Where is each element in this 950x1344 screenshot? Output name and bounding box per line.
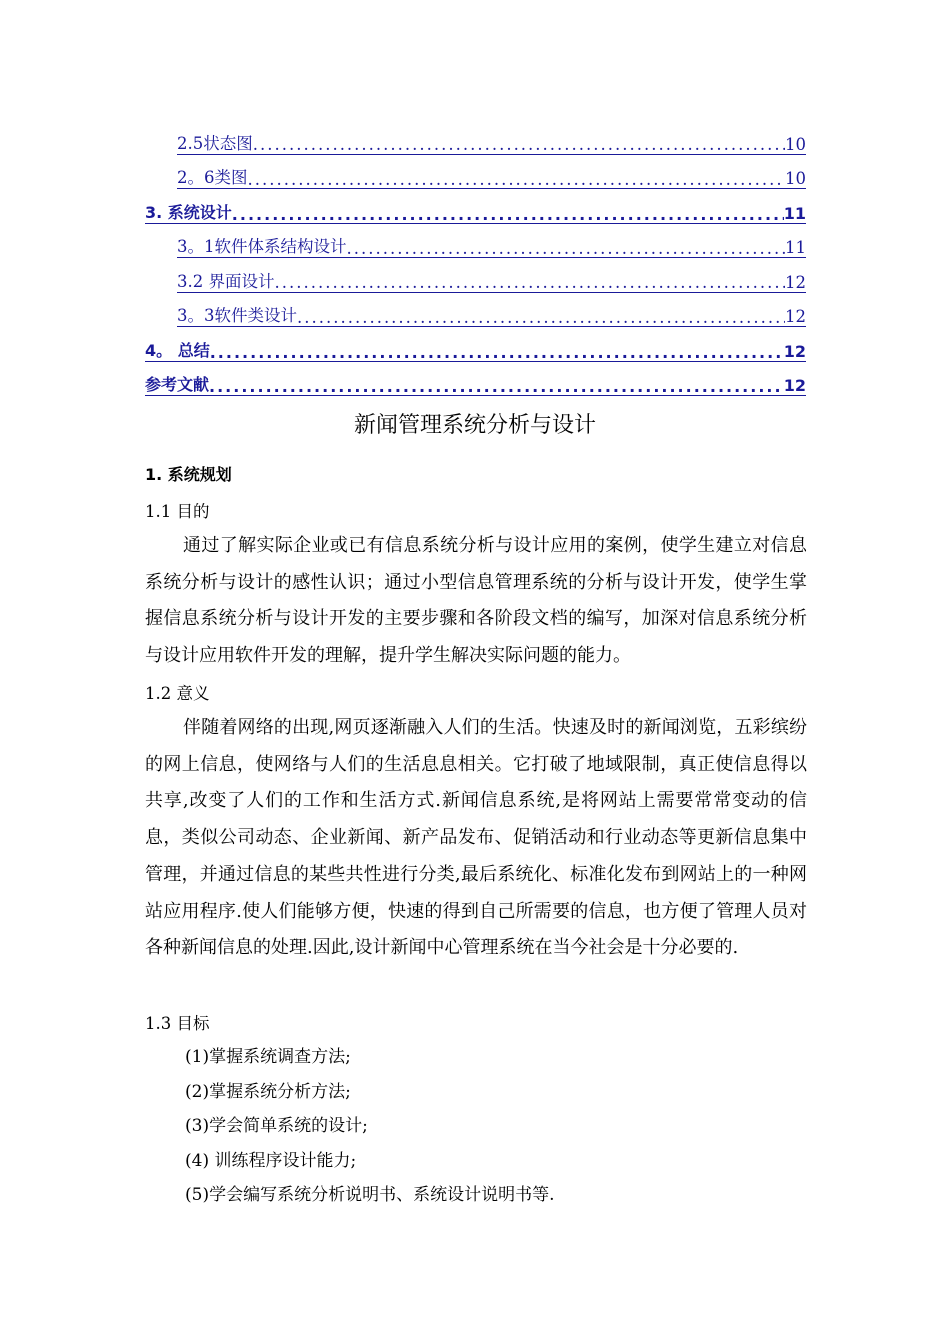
toc-entry-title: 参考文献	[145, 372, 209, 396]
toc-entry-title: 2。6类图	[177, 164, 248, 189]
table-of-contents	[145, 120, 806, 396]
subsection-heading-goals: 1.3 目标	[145, 1014, 210, 1033]
paragraph-purpose: 通过了解实际企业或已有信息系统分析与设计应用的案例，使学生建立对信息系统分析与设计的感性认识；通过小型信息管理系统的分析与设计开发，使学生掌握信息系统分析与设计开发的主要步骤和各阶段文档的编写，加深对信息系统分析与设计应用软件开发的理解，提升学生解决实际问题的能力。	[145, 535, 807, 667]
toc-entry-page-number: 11	[783, 203, 806, 223]
toc-entry-title: 4。 总结	[145, 338, 210, 362]
list-item: (2)掌握系统分析方法;	[185, 1081, 351, 1102]
toc-entry-title: 2.5状态图	[177, 130, 253, 155]
paragraph-significance: 伴随着网络的出现,网页逐渐融入人们的生活。快速及时的新闻浏览，五彩缤纷的网上信息，使网络与人们的生活息息相关。它打破了地域限制，真正使信息得以共享,改变了人们的工作和生活方式.新闻信息系统,是将网站上需要常常变动的信息，类似公司动态、企业新闻、新产品发布、促销活动和行业动态等更新信息集中管理，并通过信息的某些共性进行分类,最后系统化、标准化发布到网站上的一种网站应用程序.使人们能够方便，快速的得到自己所需要的信息，也方便了管理人员对各种新闻信息的处理.因此,设计新闻中心管理系统在当今社会是十分必要的.	[145, 717, 807, 959]
toc-entry-title: 3。1软件体系结构设计	[177, 233, 347, 258]
toc-entry-page-number: 11	[785, 238, 806, 257]
subsection-heading-significance: 1.2 意义	[145, 684, 210, 703]
toc-leader-dots	[248, 172, 786, 190]
toc-leader-dots	[210, 345, 784, 362]
toc-leader-dots	[253, 137, 785, 155]
toc-entry-title: 3.2 界面设计	[177, 268, 275, 293]
toc-entry-page-number: 10	[785, 169, 806, 188]
toc-leader-dots	[275, 275, 786, 293]
toc-entry-page-number: 12	[783, 341, 806, 361]
list-item: (1)掌握系统调查方法;	[185, 1047, 351, 1067]
toc-entry[interactable]	[145, 293, 806, 328]
list-item: (4) 训练程序设计能力;	[185, 1150, 357, 1171]
list-item: (5)学会编写系统分析说明书、系统设计说明书等.	[185, 1185, 555, 1205]
goal-list	[185, 1040, 554, 1213]
section-heading-system-planning: 1. 系统规划	[145, 465, 232, 484]
toc-entry[interactable]	[145, 224, 806, 259]
toc-entry-title: 3. 系统设计	[145, 200, 232, 224]
toc-entry[interactable]	[145, 327, 806, 362]
toc-entry-page-number: 12	[783, 376, 806, 395]
toc-entry[interactable]	[145, 155, 806, 190]
toc-entry-page-number: 12	[785, 272, 806, 292]
toc-leader-dots	[232, 207, 784, 224]
toc-entry-page-number: 12	[785, 307, 806, 326]
toc-entry[interactable]	[145, 120, 806, 155]
list-item: (3)学会简单系统的设计;	[185, 1116, 368, 1136]
toc-entry[interactable]	[145, 258, 806, 293]
document-title: 新闻管理系统分析与设计	[353, 413, 596, 438]
toc-entry-page-number: 10	[785, 134, 806, 154]
toc-leader-dots	[297, 310, 785, 328]
toc-leader-dots	[209, 379, 784, 396]
toc-entry[interactable]	[145, 362, 806, 397]
subsection-heading-purpose: 1.1 目的	[145, 502, 210, 521]
toc-entry-title: 3。3软件类设计	[177, 302, 297, 327]
toc-entry[interactable]	[145, 189, 806, 224]
toc-leader-dots	[347, 241, 786, 259]
